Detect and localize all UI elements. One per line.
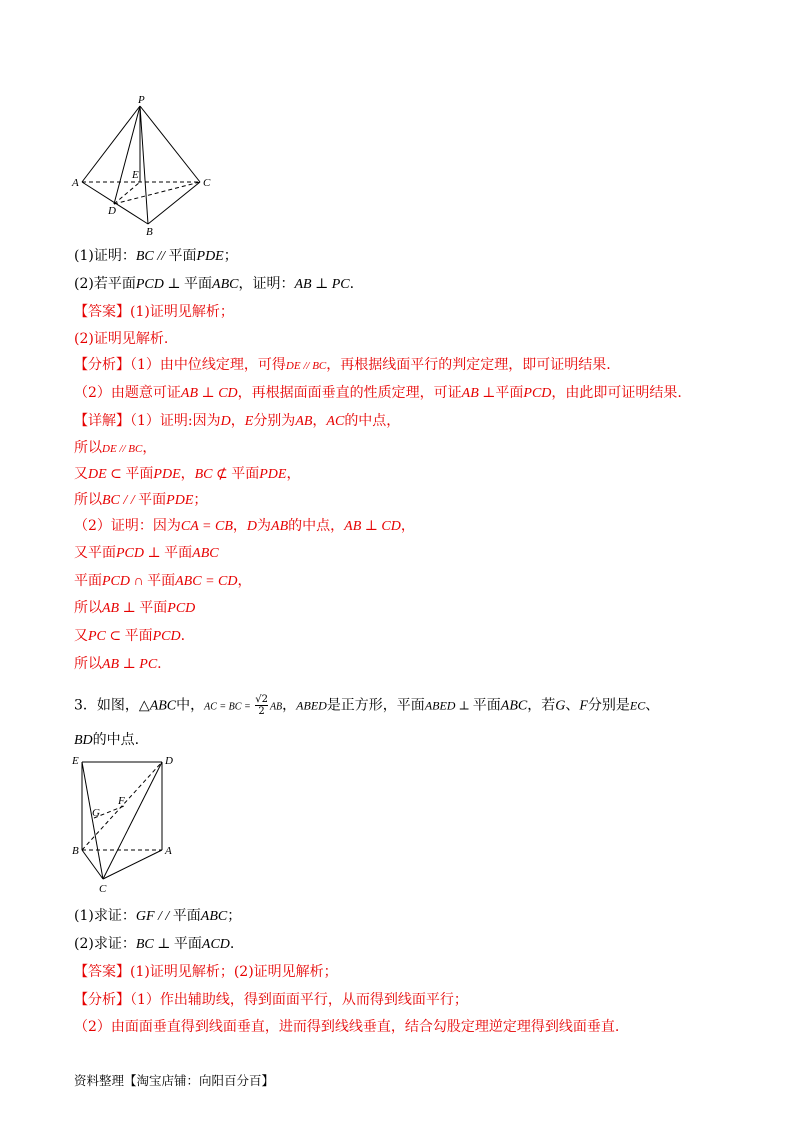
label-g: G [92,807,100,819]
q3-analysis-1: 【分析】（1）作出辅助线，得到面面平行，从而得到线面平行； [74,992,468,1008]
edge-de [114,182,140,204]
label-c: C [203,177,211,189]
analysis-2: （2）由题意可证AB ⊥ CD，再根据面面垂直的性质定理，可证AB ⊥平面PCD，由此即可证明结果. [74,385,682,401]
answer-line-2: (2)证明见解析. [74,331,169,347]
q3-sub1: (1)求证：GF / / 平面ABC； [74,908,242,924]
q3-answer: 【答案】(1)证明见解析；(2)证明见解析； [74,964,338,980]
edge-ca [103,850,162,879]
edge-pb [140,106,148,224]
q3-stem-2: BD的中点. [74,732,140,748]
detail-8: 所以AB ⊥ 平面PCD [74,600,196,616]
edge-bc [82,850,103,879]
detail-6: 又平面PCD ⊥ 平面ABC [74,545,219,561]
label-e: E [132,169,139,181]
answer-line: 【答案】(1)证明见解析； [74,304,234,320]
label-b2: B [72,845,79,857]
q3-analysis-2: （2）由面面垂直得到线面垂直，进而得到线线垂直，结合勾股定理逆定理得到线面垂直. [74,1019,620,1035]
detail-2: 所以DE // BC， [74,440,157,456]
label-d: D [108,205,116,217]
label-e2: E [72,755,79,767]
detail-3: 又DE ⊂ 平面PDE，BC ⊄ 平面PDE， [74,466,301,482]
edge-dc [103,762,162,879]
edge-pc [140,106,200,182]
q2-sub1: (1)证明：BC // 平面PDE； [74,248,238,264]
label-p: P [138,94,145,106]
detail-4: 所以BC / / 平面PDE； [74,492,208,508]
edge-pd [114,106,140,204]
detail-10: 所以AB ⊥ PC. [74,656,162,672]
q3-sub2: (2)求证：BC ⊥ 平面ACD. [74,936,235,952]
detail-7: 平面PCD ∩ 平面ABC = CD， [74,573,252,589]
label-c2: C [99,883,107,895]
sqrt2-over-2: $\frac{√2}{2}$ [255,694,268,717]
label-a: A [72,177,79,189]
label-d2: D [165,755,173,767]
label-f: F [118,795,125,807]
edge-ec [82,762,103,879]
pyramid-figure [70,92,220,237]
label-b: B [146,226,153,237]
q3-stem: 3．如图，△ABC中，AC = BC = $\frac{√2}{2}$ AB，ABED是正方形，平面ABED ⊥ 平面ABC，若G、F分别是EC、 [74,694,660,717]
footer-source: 资料整理【淘宝店铺：向阳百分百】 [74,1073,275,1088]
analysis-1: 【分析】（1）由中位线定理，可得DE // BC，再根据线面平行的判定定理，即可证明结果. [74,357,611,373]
detail-5: （2）证明：因为CA = CB，D为AB的中点，AB ⊥ CD， [74,518,415,534]
detail-9: 又PC ⊂ 平面PCD. [74,628,186,644]
label-a2: A [165,845,172,857]
edge-bc [148,182,200,224]
q2-sub2: (2)若平面PCD ⊥ 平面ABC，证明：AB ⊥ PC. [74,276,355,292]
prism-figure [70,752,190,897]
detail-1: 【详解】（1）证明:因为D，E分别为AB，AC的中点， [74,413,401,429]
